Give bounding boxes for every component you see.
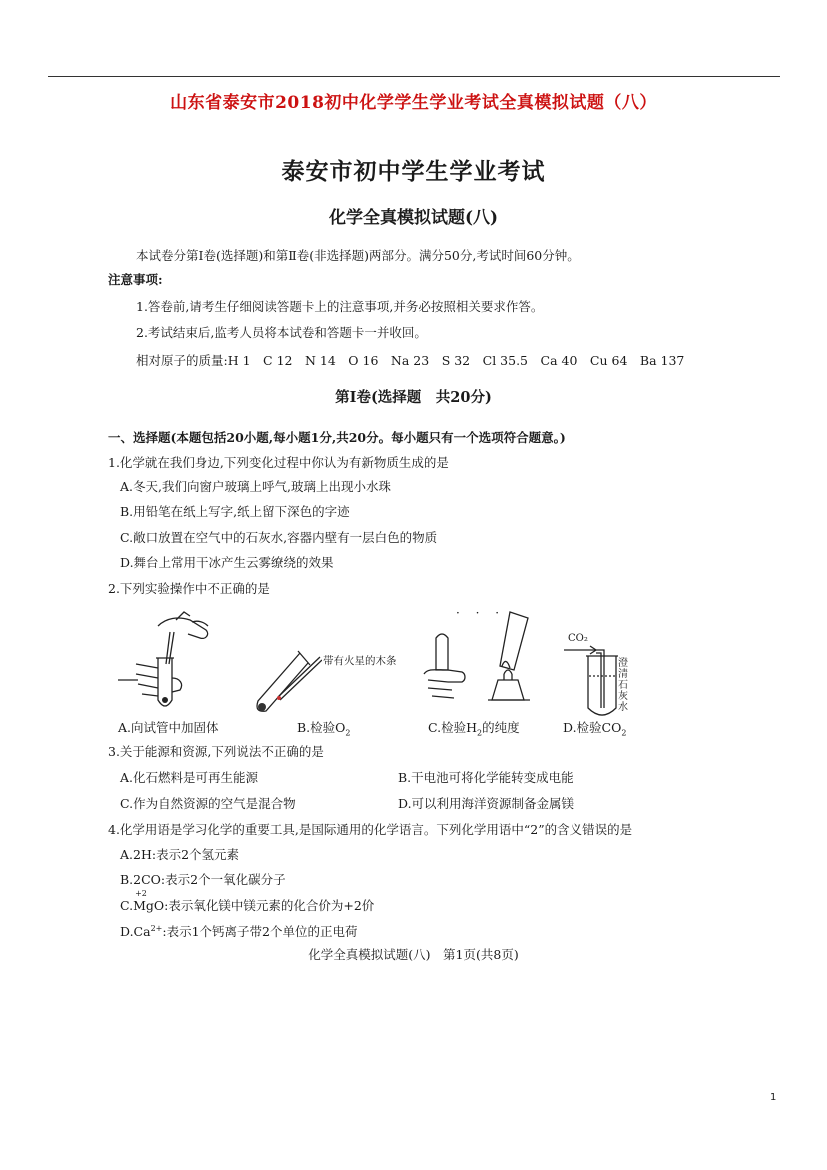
q4-d-charge: 2+ [150,923,163,933]
q2-stem: 2.下列实验操作中不正确的是 [108,581,270,596]
figure-d-char: 清 [618,669,628,680]
q3-option-a: A.化石燃料是可再生能源 [120,770,259,785]
section-title: 第Ⅰ卷(选择题 共20分) [335,389,492,406]
figure-d-gas-label: CO₂ [568,633,588,644]
figure-d-char: 石 [618,680,628,691]
q3-stem: 3.关于能源和资源,下列说法不正确的是 [108,744,324,759]
q4-d-formula: D.Ca [120,924,151,939]
exam-subtitle: 化学全真模拟试题(八) [328,208,499,228]
figure-b-splint-label: 带有火星的木条 [323,655,397,667]
q2-option-a-label: A.向试管中加固体 [118,720,219,735]
notice-heading: 注意事项: [108,272,163,287]
figure-a-add-solid [118,608,238,718]
figure-c-dots: · · · [456,606,506,620]
atomic-mass-line: 相对原子的质量:H 1 C 12 N 14 O 16 Na 23 S 32 Cl 35.5 Ca 40 Cu 64 Ba 137 [136,353,685,368]
figure-d-limewater-label [618,658,630,713]
q2-option-d-label: D.检验$CO_2$ [563,720,627,738]
page-footer: 化学全真模拟试题(八) 第1页(共8页) [308,947,519,962]
notice-item-1: 1.答卷前,请考生仔细阅读答题卡上的注意事项,并务必按照相关要求作答。 [136,299,544,314]
q4-stem: 4.化学用语是学习化学的重要工具,是国际通用的化学语言。下列化学用语中“2”的含义错误的是 [108,822,633,837]
q1-stem: 1.化学就在我们身边,下列变化过程中你认为有新物质生成的是 [108,455,449,470]
q4-valence-mark: +2 [135,889,147,898]
q4-option-b: B.2CO:表示2个一氧化碳分子 [120,872,286,887]
figure-d-char: 灰 [618,691,628,702]
figure-b-test-oxygen [250,645,322,720]
intro-text: 本试卷分第Ⅰ卷(选择题)和第Ⅱ卷(非选择题)两部分。满分50分,考试时间60分钟。 [136,248,580,263]
q3-option-b: B.干电池可将化学能转变成电能 [398,770,574,785]
q4-c-formula: MgO [133,898,165,913]
figure-d-char: 水 [618,702,628,713]
page-number: 1 [770,1092,777,1103]
q1-option-a: A.冬天,我们向窗户玻璃上呼气,玻璃上出现小水珠 [120,479,391,494]
figure-c-test-hydrogen [418,608,548,718]
part-heading: 一、选择题(本题包括20小题,每小题1分,共20分。每小题只有一个选项符合题意。) [108,430,566,445]
q1-option-c: C.敞口放置在空气中的石灰水,容器内壁有一层白色的物质 [120,530,438,545]
document-red-title: 山东省泰安市2018初中化学学生学业考试全真模拟试题（八） [170,93,657,113]
q3-option-c: C.作为自然资源的空气是混合物 [120,796,296,811]
q1-option-b: B.用铅笔在纸上写字,纸上留下深色的字迹 [120,504,350,519]
q4-d-rest: :表示1个钙离子带2个单位的正电荷 [162,924,358,939]
figure-d-char: 澄 [618,658,628,669]
notice-item-2: 2.考试结束后,监考人员将本试卷和答题卡一并收回。 [136,325,427,340]
q4-option-d [120,922,358,940]
q2-option-c-label: C.检验$H_2$的纯度 [428,720,520,738]
top-rule [48,76,780,77]
q3-option-d: D.可以利用海洋资源制备金属镁 [398,796,575,811]
q4-option-a: A.2H:表示2个氢元素 [120,847,240,862]
q1-option-d: D.舞台上常用干冰产生云雾缭绕的效果 [120,555,334,570]
q4-option-c: C. +2 MgO:表示氧化镁中镁元素的化合价为+2价 [120,889,375,913]
q4-c-rest: :表示氧化镁中镁元素的化合价为+2价 [164,898,375,913]
exam-title: 泰安市初中学生学业考试 [281,158,546,185]
q2-option-b-label: B.检验$O_2$ [297,720,351,738]
